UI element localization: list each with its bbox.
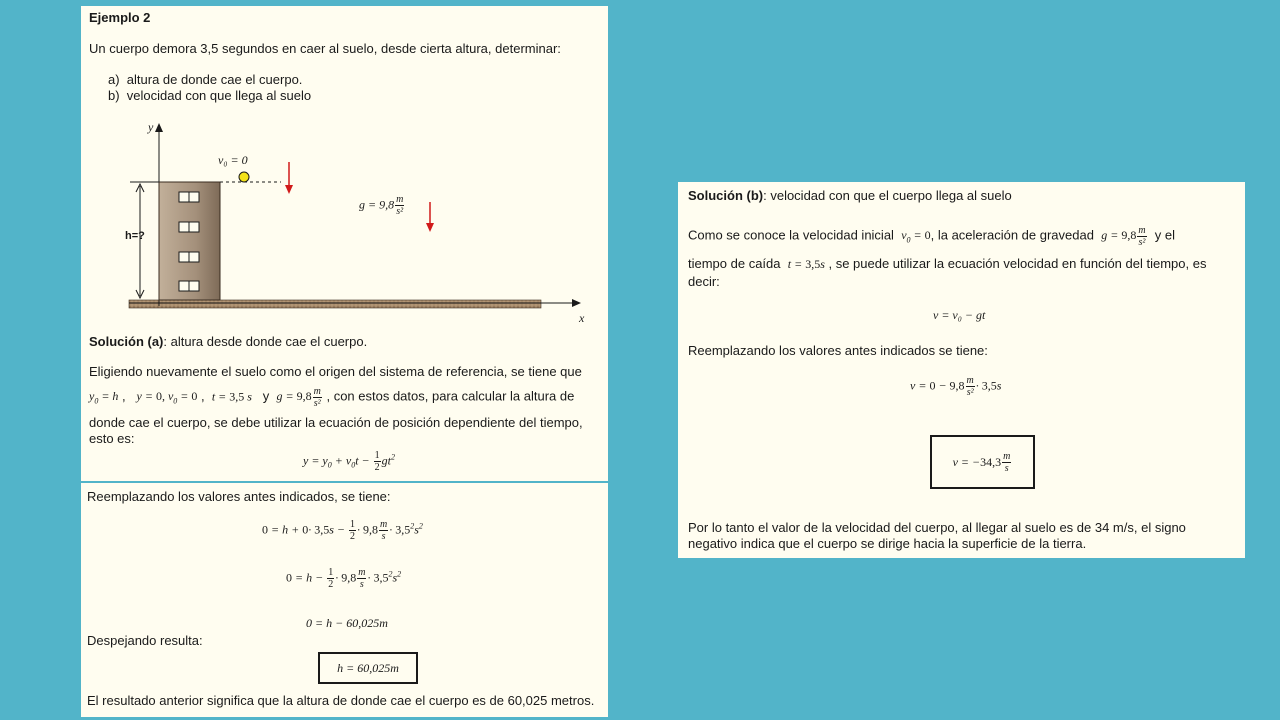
solution-b-paragraph-1: Como se conoce la velocidad inicial $v_0 = 0$, la aceleración de gravedad g = 9,8 $\frac{m}{\text{s²}}$ y el (688, 225, 1176, 248)
solution-a-paragraph-1: Eligiendo nuevamente el suelo como el origen del sistema de referencia, se tiene que (89, 364, 582, 379)
example-title: Ejemplo 2 (89, 10, 151, 25)
solution-b-paragraph-3: decir: (688, 274, 720, 289)
example-panel (81, 6, 608, 481)
velocity-conclusion-2: negativo indica que el cuerpo se dirige hacia la superficie de la tierra. (688, 536, 1087, 551)
replaced-equation-2: 0 = h − $\frac{1}{2}$ · 9,8 $\frac{m}{s}$ · $3,5^2s^2$ (286, 567, 402, 590)
velocity-conclusion-1: Por lo tanto el valor de la velocidad del cuerpo, al llegar al suelo es de 34 m/s, el signo (688, 520, 1186, 535)
solution-a-paragraph-4: esto es: (89, 431, 135, 446)
v0-label: v₀ = 0 (218, 153, 248, 167)
velocity-result-box: v = − 34,3 $\frac{m}{s}$ (930, 435, 1035, 489)
solution-b-heading: Solución (b): velocidad con que el cuerpo llega al suelo (688, 188, 1012, 203)
y-axis-label: y (148, 120, 154, 134)
problem-statement: Un cuerpo demora 3,5 segundos en caer al suelo, desde cierta altura, determinar: (89, 41, 561, 56)
solution-a-heading: Solución (a): altura desde donde cae el cuerpo. (89, 334, 368, 349)
falling-ball (239, 172, 249, 182)
despejando-text: Despejando resulta: (87, 633, 203, 648)
solution-a-paragraph-3: donde cae el cuerpo, se debe utilizar la ecuación de posición dependiente del tiempo, (89, 415, 583, 430)
velocity-replaced-equation: v = 0 − 9,8 $\frac{m}{\text{s²}}$ · 3,5s (910, 375, 1002, 398)
x-axis-label: x (579, 311, 585, 325)
problem-item-a: a) altura de donde cae el cuerpo. (108, 72, 303, 87)
height-conclusion: El resultado anterior significa que la altura de donde cae el cuerpo es de 60,025 metros. (87, 693, 595, 708)
problem-item-b: b) velocidad con que llega al suelo (108, 88, 312, 103)
replaced-equation-1: 0 = h + 0· 3,5s − $\frac{1}{2}$ · 9,8 $\frac{m}{s}$ · $3,5^2s^2$ (262, 519, 423, 542)
replaced-equation-3: 0 = h − 60,025m (306, 616, 388, 630)
position-equation: $y = y_0 + v_0t$ − $\frac{1}{2}$ $gt^2$ (303, 450, 395, 473)
solution-a-given-values: $y_0 = h$ , y = 0, $v_0 = 0$ , t = 3,5 s y g = 9,8 $\frac{m}{\text{s²}}$ , con estos datos, para calcular la altura de (89, 386, 575, 409)
height-result-box: h = 60,025m (318, 652, 418, 684)
replacement-panel (81, 483, 608, 717)
replace-text-a: Reemplazando los valores antes indicados, se tiene: (87, 489, 391, 504)
ground (129, 300, 541, 308)
falling-body-diagram (121, 118, 591, 328)
solution-b-panel (678, 182, 1245, 558)
height-label: h=? (125, 230, 145, 242)
velocity-equation: v = v₀ − gt (933, 308, 986, 322)
gravity-label: g = 9,8 $\frac{m}{\text{s²}}$ (359, 194, 404, 217)
solution-b-paragraph-2: tiempo de caída t = 3,5s , se puede utilizar la ecuación velocidad en función del tiempo, es (688, 256, 1207, 271)
replace-text-b: Reemplazando los valores antes indicados se tiene: (688, 343, 988, 358)
